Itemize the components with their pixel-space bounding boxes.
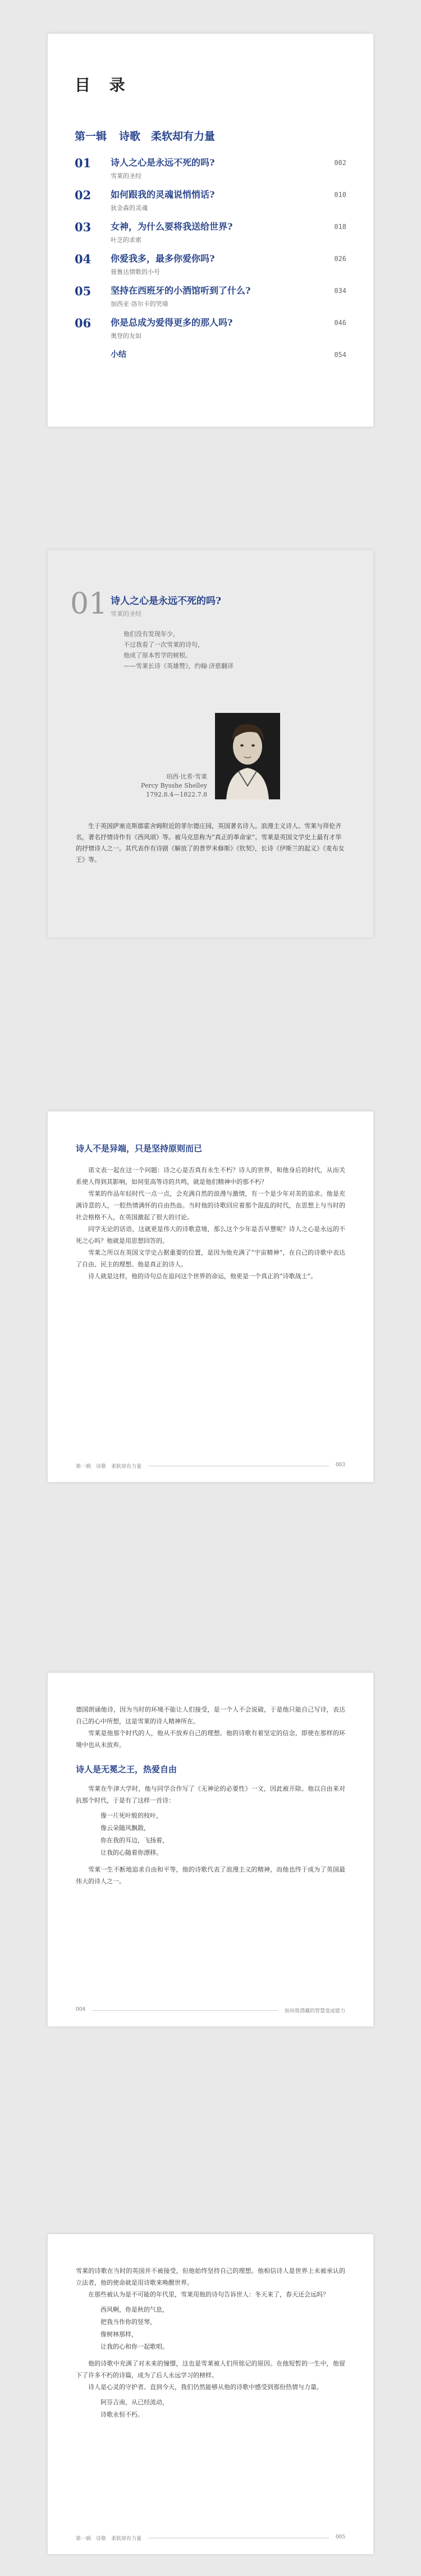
section-title: 诗人不是异端，只是坚持原则而已 — [76, 1143, 203, 1154]
toc-entry-title: 女神，为什么要将我送给世界? — [111, 221, 233, 232]
toc-entry-page: 046 — [334, 319, 346, 327]
toc-entry-title: 如何跟我的灵魂说悄悄话? — [111, 189, 215, 200]
toc-page — [48, 34, 373, 427]
page-footer — [76, 2007, 345, 2014]
paragraph: 诗人就是这样，他的诗句总在追问这个世界的命运，他更是一个真正的“诗歌战士”。 — [88, 1273, 317, 1280]
paragraph: 德国朗诵他诗，因为当时的环境不能让人们接受，是一个人不会说破，于是他只能自己写诗，表达自己的心中所想，这是雪莱的诗人精神所在。 — [76, 1706, 345, 1725]
chapter-intro: 生于英国萨塞克斯郡霍舍姆附近的菲尔德庄园，英国著名诗人。浪漫主义诗人。雪莱与拜伦齐名，著名抒情诗作有《西风颂》等。被马克思称为“真正的革命家”。雪莱是英国文学史上最有才华的抒情诗人之一。其代表作有诗剧《解放了的普罗米修斯》《钦契》，长诗《伊斯兰的起义》《麦布女王》等。 — [76, 822, 345, 863]
toc-entry-page: 010 — [334, 191, 346, 199]
epigraph — [123, 629, 351, 671]
poem-line: 阿芬吉南，从已经流动， — [100, 2399, 168, 2406]
toc-entry-subtitle: 狄金森的灵魂 — [111, 204, 148, 212]
poem-line: 让我的心随着你漂移。 — [100, 1849, 162, 1856]
toc-part-title: 诗歌 柔软却有力量 — [119, 130, 216, 143]
poem-line: 你在我的耳边，飞扬着， — [100, 1837, 168, 1844]
footer-right: 003 — [335, 1462, 345, 1468]
paragraph: 诗人是心灵的守护者。直到今天，我们仍然能够从他的诗歌中感受到那份热情与力量。 — [88, 2383, 323, 2391]
poem-line: 诗歌永恒不朽。 — [100, 2411, 144, 2418]
text-page-5 — [48, 2234, 373, 2554]
toc-entry-title: 你爱我多，最多你爱你吗? — [111, 253, 215, 264]
toc-entry[interactable] — [75, 253, 346, 276]
portrait-dates: 1792.8.4—1822.7.8 — [146, 791, 208, 798]
toc-entry-subtitle: 聂鲁达情歌的小号 — [111, 268, 160, 276]
paragraph: 雪莱的诗歌在当时的英国并不被接受，但他始终坚持自己的理想。他相信诗人是世界上未被承认的立法者，他的使命就是用诗歌来唤醒世界。 — [76, 2267, 345, 2286]
toc-entry-page: 018 — [334, 223, 346, 231]
toc-part-heading — [75, 128, 346, 143]
paragraph: 雪莱之所以在英国文学史占据重要的位置，是因为他充满了“宇宙精神”，在自己的诗歌中表达了自由、民主的理想。他是真正的诗人。 — [76, 1249, 345, 1268]
toc-part-number: 第一辑 — [75, 130, 107, 143]
toc-entry-title: 你是总成为爱得更多的那人吗? — [111, 317, 233, 328]
toc-entry-number: 03 — [75, 220, 91, 234]
toc-summary-row[interactable] — [75, 349, 346, 361]
toc-entry-number: 04 — [75, 252, 91, 266]
paragraph: 他的诗歌中充满了对未来的憧憬，这也是雪莱被人们所铭记的原因。在他短暂的一生中，他留下了许多不朽的诗篇，成为了后人永远学习的榜样。 — [76, 2360, 345, 2379]
portrait-name-en: Percy Bysshe Shelley — [140, 782, 208, 789]
portrait-block — [70, 713, 351, 799]
toc-entry-title: 诗人之心是永远不死的吗? — [111, 157, 215, 168]
portrait-image — [215, 713, 280, 799]
paragraph: 同学无论的话语，这就更是伟大的诗歌意境，那么这个少年是否早慧呢？诗人之心是永远的不死之心吗？他就是用思想回答的。 — [76, 1225, 345, 1244]
poem-block — [76, 2396, 345, 2421]
epigraph-line: 他成了原本哲学的树根。 — [123, 652, 191, 659]
footer-left: 004 — [76, 2007, 86, 2012]
epigraph-line: 他们没有发现年少， — [123, 630, 179, 638]
toc-entry[interactable] — [75, 189, 346, 212]
chapter-number: 01 — [70, 587, 108, 621]
footer-rule — [148, 1466, 329, 1470]
poem-block — [76, 1810, 345, 1859]
toc-entry[interactable] — [75, 285, 346, 308]
toc-entry-title: 坚持在西班牙的小酒馆听到了什么? — [111, 285, 251, 296]
toc-entry-number: 06 — [75, 316, 91, 330]
toc-entry[interactable] — [75, 317, 346, 340]
text-page-4 — [48, 1673, 373, 2026]
toc-entry-page: 026 — [334, 255, 346, 263]
paragraph: 雪莱一生不断地追求自由和平等，他的诗歌代表了浪漫主义的精神，而他也终于成为了英国最伟大的诗人之一。 — [76, 1866, 345, 1885]
paragraph: 雪莱在牛津大学时，他与同学合作写了《无神论的必要性》一文，因此被开除。他以自由来对抗那个时代，于是有了这样一首诗： — [76, 1785, 345, 1804]
poem-line: 西风啊，你是秋的气息， — [100, 2306, 168, 2313]
paragraph: 在那些被认为是不可能的年代里，雪莱用他的诗句告诉世人：冬天来了，春天还会远吗？ — [88, 2291, 329, 2298]
toc-entry-subtitle: 叶芝的求索 — [111, 236, 141, 244]
epigraph-line: ——雪莱长诗《英雄赞》，约翰·济慈翻译 — [123, 662, 234, 670]
portrait-caption — [141, 772, 207, 799]
footer-rule — [148, 2538, 329, 2542]
poem-line: 像一片死叶般的枝叶， — [100, 1812, 162, 1819]
toc-entry-subtitle: 加西亚·洛尔卡的哭墙 — [111, 300, 168, 308]
toc-entry-page: 034 — [334, 287, 346, 295]
footer-right: 如何将潜藏的智慧变成能力 — [284, 2008, 345, 2014]
toc-entry-subtitle: 奥登的友如 — [111, 332, 141, 340]
toc-entry-number: 02 — [75, 188, 91, 202]
paragraph: 雪莱是他那个时代的人，他从不放弃自己的理想。他的诗歌有着坚定的信念，即使在那样的环境中也从未放弃。 — [76, 1729, 345, 1749]
epigraph-line: 不过我看了一次雪莱的诗句， — [123, 641, 204, 648]
toc-entry-subtitle: 雪莱的圣经 — [111, 172, 141, 180]
toc-entry[interactable] — [75, 157, 346, 180]
page-footer — [76, 2534, 345, 2542]
portrait-name-cn: 珀西·比希·雪莱 — [166, 773, 208, 780]
toc-summary-label: 小结 — [111, 350, 126, 359]
poem-block — [76, 2304, 345, 2353]
toc-title: 目 录 — [75, 76, 132, 94]
poem-line: 像树林那样， — [100, 2331, 138, 2338]
footer-rule — [92, 2010, 278, 2014]
chapter-opener-page — [48, 550, 373, 937]
chapter-heading — [70, 589, 351, 619]
poem-line: 让我的心和你一起歌唱。 — [100, 2343, 168, 2350]
footer-left: 第一辑 诗歌 柔软却有力量 — [76, 2536, 142, 2542]
toc-summary-page: 054 — [334, 351, 346, 359]
chapter-title: 诗人之心是永远不死的吗? — [111, 596, 221, 607]
chapter-subtitle: 雪莱的圣经 — [111, 610, 141, 617]
paragraph: 诺文表一起在这一个问题：诗之心是否真有永生不朽？诗人的世界，和他身后的时代，从而关系使人得到其影响，如何里高等诗的共鸣，就是他们精神中的那不朽？ — [76, 1166, 345, 1186]
text-page-3 — [48, 1111, 373, 1482]
toc-entry-number: 01 — [75, 156, 91, 170]
poem-line: 像云朵随风飘散， — [100, 1824, 150, 1832]
footer-left: 第一辑 诗歌 柔软却有力量 — [76, 1464, 142, 1470]
toc-entry-page: 002 — [334, 159, 346, 167]
toc-entry[interactable] — [75, 221, 346, 244]
page-footer — [76, 1462, 345, 1470]
toc-entry-number: 05 — [75, 284, 91, 298]
section-title: 诗人是无冕之王，热爱自由 — [76, 1764, 177, 1774]
toc-list — [75, 157, 346, 340]
paragraph: 雪莱的作品年轻时代一点一点，会充满自然的浪漫与激情，有一个是少年对美的追求。他是充满诗意的人，一腔热情满怀的自由热血。当时他的诗歌回应着那个混乱的时代，在思想上与当时的社会格格不入，在英国激起了很大的讨论。 — [76, 1190, 345, 1221]
poem-line: 把我当作你的竖琴， — [100, 2318, 156, 2326]
footer-right: 005 — [335, 2534, 345, 2540]
